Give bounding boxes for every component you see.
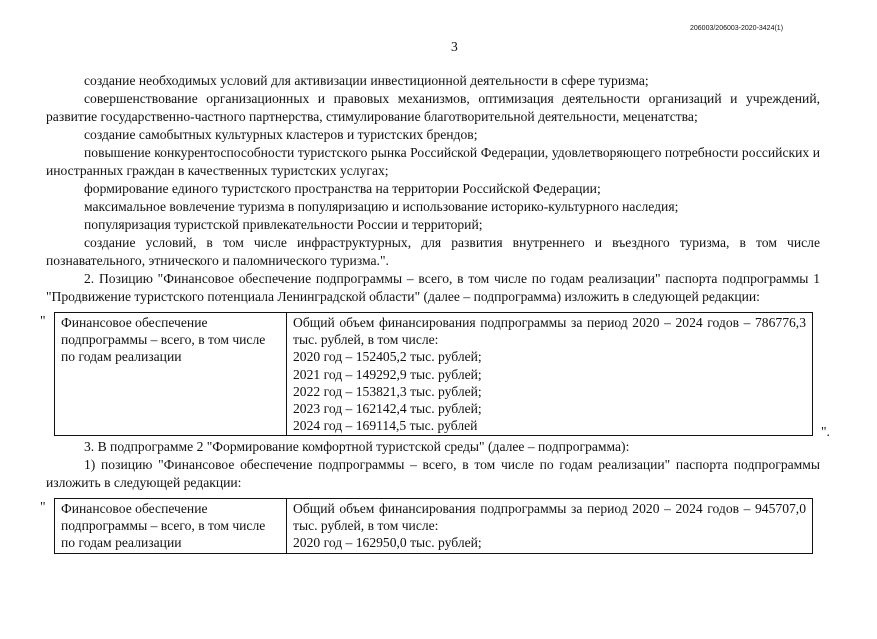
close-quote: ". xyxy=(821,424,830,439)
finance-table-1-wrapper xyxy=(40,312,830,439)
year-line: 2024 год – 169114,5 тыс. рублей xyxy=(293,418,478,434)
year-line: 2022 год – 153821,3 тыс. рублей; xyxy=(293,383,482,399)
open-quote: " xyxy=(40,313,46,328)
total-line: Общий объем финансирования подпрограммы за период 2020 – 2024 годов – 786776,3 тыс. рублей, в том числе: xyxy=(293,315,806,348)
paragraph-item-2: 2. Позицию "Финансовое обеспечение подпрограммы – всего, в том числе по годам реализации" паспорта подпрограммы 1 "Продвижение туристского потенциала Ленинградской области" (далее – подпрограмма) изложить в следующей редакции: xyxy=(46,271,820,304)
table-label-cell: Финансовое обеспечение подпрограммы – всего, в том числе по годам реализации xyxy=(55,313,287,436)
open-quote: " xyxy=(40,499,46,514)
paragraph: создание условий, в том числе инфраструктурных, для развития внутреннего и въездного туризма, в том числе познавательного, этнического и паломнического туризма.". xyxy=(46,235,820,268)
finance-table-1 xyxy=(54,312,813,436)
year-line: 2021 год – 149292,9 тыс. рублей; xyxy=(293,366,482,382)
finance-table-2 xyxy=(54,498,813,554)
document-number: 206003/206003-2020-3424(1) xyxy=(690,25,784,32)
total-line: Общий объем финансирования подпрограммы за период 2020 – 2024 годов – 945707,0 тыс. рублей, в том числе: xyxy=(293,501,806,534)
paragraph: формирование единого туристского пространства на территории Российской Федерации; xyxy=(84,181,601,196)
year-line: 2020 год – 162950,0 тыс. рублей; xyxy=(293,535,482,551)
paragraph: совершенствование организационных и правовых механизмов, оптимизация деятельности организаций и учреждений, развитие государственно-частного партнерства, стимулирование благотворительной деятельности, меценатства; xyxy=(46,91,820,124)
finance-table-2-wrapper xyxy=(40,498,820,562)
paragraph: создание самобытных культурных кластеров и туристских брендов; xyxy=(84,127,478,142)
table-row xyxy=(55,499,813,554)
paragraph-subitem-1: 1) позицию "Финансовое обеспечение подпрограммы – всего, в том числе по годам реализации" паспорта подпрограммы изложить в следующей редакции: xyxy=(46,457,820,490)
table-value-cell xyxy=(287,499,813,554)
document-body xyxy=(40,72,830,565)
year-line: 2020 год – 152405,2 тыс. рублей; xyxy=(293,349,482,365)
paragraph: максимальное вовлечение туризма в популяризацию и использование историко-культурного наследия; xyxy=(84,199,679,214)
table-value-cell xyxy=(287,313,813,436)
paragraph-item-3: 3. В подпрограмме 2 "Формирование комфортной туристской среды" (далее – подпрограмма): xyxy=(84,439,630,454)
year-line: 2023 год – 162142,4 тыс. рублей; xyxy=(293,401,482,417)
page-number: 3 xyxy=(451,39,458,54)
paragraph: повышение конкурентоспособности туристского рынка Российской Федерации, удовлетворяющего потребности российских и иностранных граждан в качественных туристских услугах; xyxy=(46,145,820,178)
paragraph: популяризация туристской привлекательности России и территорий; xyxy=(84,217,483,232)
table-row xyxy=(55,313,813,436)
table-label-cell: Финансовое обеспечение подпрограммы – всего, в том числе по годам реализации xyxy=(55,499,287,554)
paragraph: создание необходимых условий для активизации инвестиционной деятельности в сфере туризма; xyxy=(84,73,649,88)
